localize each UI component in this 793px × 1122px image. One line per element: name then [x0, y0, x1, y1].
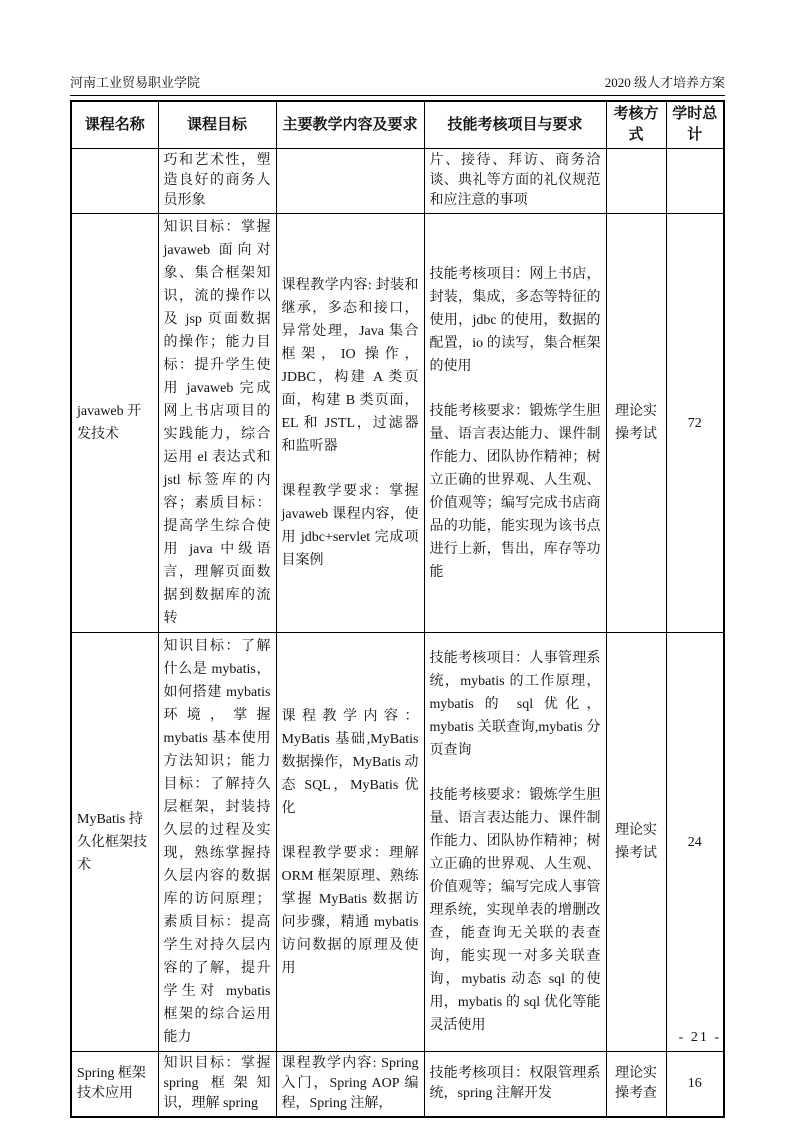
- cell-course-name: Spring 框架技术应用: [71, 1052, 158, 1118]
- cell-total-hours: 72: [666, 214, 724, 633]
- objectives-text: 知识目标：掌握 spring 框架知识，理解 spring: [163, 1056, 271, 1111]
- cell-teaching-content: [276, 633, 424, 1052]
- cell-teaching-content: [276, 1052, 424, 1118]
- cell-assessment-method: 理论实操考查: [606, 1052, 666, 1118]
- cell-assessment-method: 理论实操考试: [606, 214, 666, 633]
- assessment-requirement-text: 技能考核要求：锻炼学生胆量、语言表达能力、课件制作能力、团队协作精神；树立正确的世界观、人生观、价值观等；编写完成人事管理系统，实现单表的增删改查，能查询无关联的表查询，能实现一对多关联查询，mybatis 动态 sql 的使用，mybatis 的 sql 优化等能灵活使用: [429, 788, 601, 1033]
- page-number: - 21 -: [678, 1030, 721, 1045]
- assessment-requirement-text: 技能考核要求：锻炼学生胆量、语言表达能力、课件制作能力、团队协作精神；树立正确的世界观、人生观、价值观等；编写完成书店商品的功能，能实现为该书点进行上新，售出，库存等功能: [429, 403, 601, 580]
- teaching-content-text: 课程教学内容：MyBatis 基础,MyBatis 数据操作，MyBatis 动态 SQL，MyBatis 优化: [281, 708, 419, 816]
- page-header: [70, 72, 725, 96]
- table-row: [71, 149, 724, 214]
- cell-assessment-method: 理论实操考试: [606, 633, 666, 1052]
- cell-total-hours: 16: [666, 1052, 724, 1118]
- assessment-project-text: 技能考核项目：人事管理系统，mybatis 的工作原理，mybatis 的 sql 优化，mybatis 关联查询,mybatis 分页查询: [429, 651, 601, 758]
- cell-course-objectives: [158, 633, 276, 1052]
- cell-teaching-content: [276, 214, 424, 633]
- cell-course-objectives: [158, 149, 276, 214]
- cell-teaching-content: [276, 149, 424, 214]
- teaching-requirement-text: 课程教学要求：掌握 javaweb 课程内容，使用 jdbc+servlet 完成项目案例: [281, 484, 419, 568]
- assessment-project-text: 技能考核项目：网上书店，封装，集成，多态等特征的使用，jdbc 的使用，数据的配置，io 的读写，集合框架的使用: [429, 266, 601, 374]
- table-header-row: [71, 101, 724, 149]
- teaching-content-text: 课程教学内容: Spring 入门，Spring AOP 编程，Spring 注解，: [281, 1056, 419, 1111]
- cell-total-hours: 24: [666, 633, 724, 1052]
- objectives-text: 知识目标：掌握 javaweb 面向对象、集合框架知识，流的操作以及 jsp 页面数据的操作；能力目标：提升学生使用 javaweb 完成网上书店项目的实践能力，综合运用 el 表达式和 jstl 标签库的内容；素质目标：提高学生综合使用 java 中级语言，理解页面数据到数据库的流转: [163, 220, 271, 626]
- objectives-text: 知识目标：了解什么是 mybatis，如何搭建 mybatis 环境，掌握 mybatis 基本使用方法知识；能力目标：了解持久层框架，封装持久层的过程及实现，熟练掌握持久层内容的数据库的访问原理；素质目标：提高学生对持久层内容的了解，提升学生对 mybatis 框架的综合运用能力: [163, 639, 271, 1045]
- cell-skill-assessment: [424, 214, 606, 633]
- teaching-requirement-text: 课程教学要求：理解 ORM 框架原理、熟练掌握 MyBatis 数据访问步骤，精通 mybatis 访问数据的原理及使用: [281, 845, 419, 976]
- assessment-project-text: 技能考核项目：权限管理系统，spring 注解开发: [429, 1066, 601, 1101]
- cell-course-name: [71, 149, 158, 214]
- column-header-course-name: 课程名称: [71, 101, 158, 149]
- table-row: [71, 1052, 724, 1118]
- cell-course-name: javaweb 开发技术: [71, 214, 158, 633]
- column-header-assessment-method: 考核方式: [606, 101, 666, 149]
- header-school-name: 河南工业贸易职业学院: [70, 75, 201, 90]
- cell-course-objectives: [158, 214, 276, 633]
- cell-course-name: MyBatis 持久化框架技术: [71, 633, 158, 1052]
- table-row: [71, 633, 724, 1052]
- cell-skill-assessment: [424, 149, 606, 214]
- teaching-content-text: 课程教学内容: 封装和继承，多态和接口，异常处理，Java 集合框架，IO 操作，JDBC，构建 A 类页面，构建 B 类页面，EL 和 JSTL，过滤器和监听器: [281, 278, 419, 454]
- header-plan-title: 2020 级人才培养方案: [604, 75, 725, 90]
- column-header-teaching-content: 主要教学内容及要求: [276, 101, 424, 149]
- cell-course-objectives: [158, 1052, 276, 1118]
- cell-skill-assessment: [424, 1052, 606, 1118]
- assessment-text: 片、接待、拜访、商务洽谈、典礼等方面的礼仪规范和应注意的事项: [429, 153, 601, 208]
- cell-total-hours: [666, 149, 724, 214]
- column-header-total-hours: 学时总计: [666, 101, 724, 149]
- objectives-text: 巧和艺术性，塑造良好的商务人员形象: [163, 153, 271, 208]
- course-table: [70, 100, 725, 1118]
- column-header-skill-assessment: 技能考核项目与要求: [424, 101, 606, 149]
- cell-assessment-method: [606, 149, 666, 214]
- table-row: [71, 214, 724, 633]
- cell-skill-assessment: [424, 633, 606, 1052]
- column-header-course-objectives: 课程目标: [158, 101, 276, 149]
